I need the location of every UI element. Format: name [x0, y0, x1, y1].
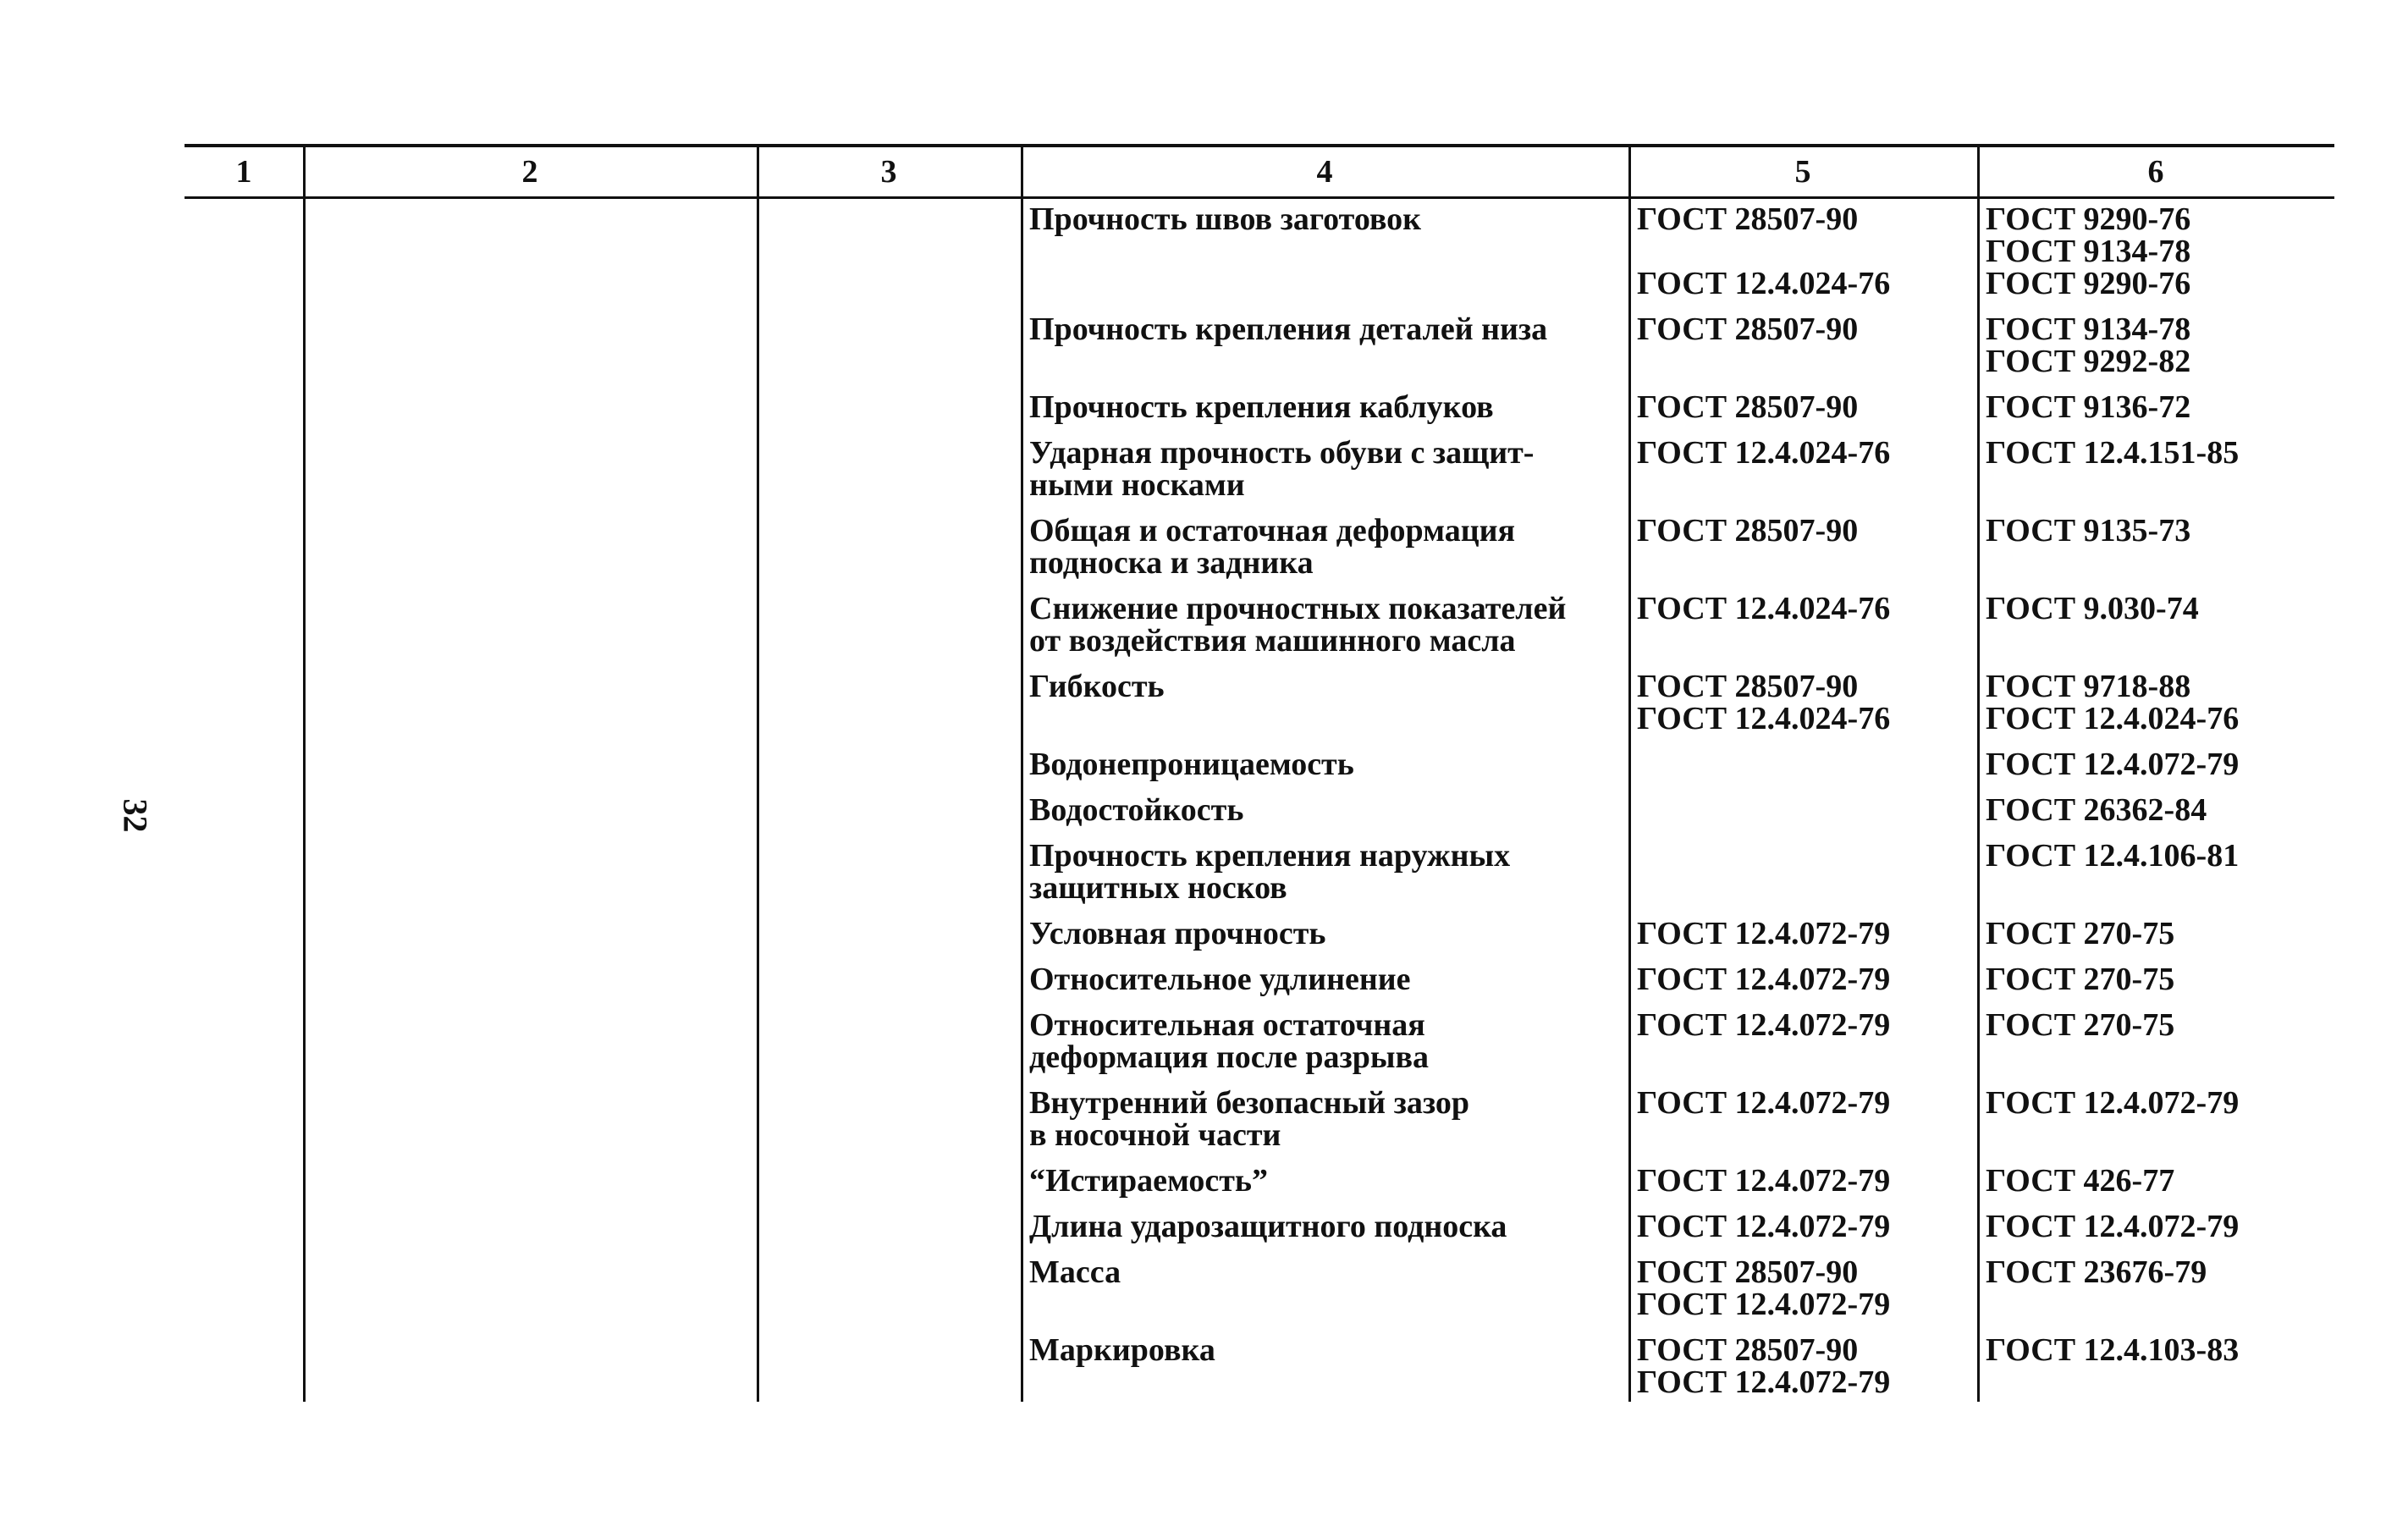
cell-col3 [757, 918, 1021, 950]
cell-indicator-line: в носочной части [1029, 1117, 1281, 1153]
cell-col2 [303, 1165, 757, 1197]
cell-method-6 [1977, 794, 2334, 826]
cell-method-6 [1977, 1334, 2334, 1398]
cell-indicator-line: Водонепроницаемость [1029, 747, 1354, 782]
cell-method-6-line: ГОСТ 12.4.072-79 [1986, 1209, 2240, 1244]
cell-col3 [757, 1334, 1021, 1398]
cell-method-6-line: ГОСТ 426-77 [1986, 1163, 2175, 1199]
cell-col3 [757, 313, 1021, 378]
cell-method-5 [1628, 391, 1977, 423]
cell-method-5-line: ГОСТ 28507-90 [1637, 1332, 1859, 1368]
cell-indicator-line: “Истираемость” [1029, 1163, 1268, 1199]
table-row [185, 963, 2334, 995]
column-header-4: 4 [1316, 154, 1333, 190]
cell-method-6 [1977, 437, 2334, 501]
table-row [185, 1009, 2334, 1073]
cell-indicator [1021, 515, 1628, 579]
cell-method-6 [1977, 1087, 2334, 1151]
cell-method-5-line: ГОСТ 12.4.072-79 [1637, 1007, 1891, 1043]
cell-col3 [757, 840, 1021, 904]
cell-col2 [303, 963, 757, 995]
cell-method-6 [1977, 391, 2334, 423]
page-number: 32 [116, 798, 155, 833]
cell-method-6 [1977, 963, 2334, 995]
cell-indicator-line: Маркировка [1029, 1332, 1215, 1368]
cell-indicator-line: Прочность крепления наружных [1029, 838, 1511, 874]
table-row [185, 1165, 2334, 1197]
cell-indicator [1021, 840, 1628, 904]
cell-method-5 [1628, 203, 1977, 300]
cell-col3 [757, 670, 1021, 735]
cell-col1 [185, 593, 303, 657]
cell-method-6 [1977, 1256, 2334, 1320]
cell-col1 [185, 1087, 303, 1151]
cell-method-5 [1628, 918, 1977, 950]
cell-col2 [303, 593, 757, 657]
cell-col2 [303, 203, 757, 300]
cell-method-6 [1977, 313, 2334, 378]
table-row [185, 203, 2334, 300]
cell-indicator-line: ными носками [1029, 467, 1245, 503]
cell-indicator [1021, 918, 1628, 950]
cell-method-6-line: ГОСТ 9290-76 [1986, 201, 2191, 237]
row-spacer [185, 1398, 2334, 1412]
cell-indicator [1021, 203, 1628, 300]
cell-method-5 [1628, 670, 1977, 735]
cell-col2 [303, 1009, 757, 1073]
cell-method-6 [1977, 748, 2334, 780]
cell-col2 [303, 1256, 757, 1320]
cell-col1 [185, 437, 303, 501]
cell-method-5 [1628, 963, 1977, 995]
cell-indicator [1021, 963, 1628, 995]
cell-method-5-line [1637, 235, 1972, 267]
cell-method-6 [1977, 593, 2334, 657]
cell-method-6 [1977, 918, 2334, 950]
cell-indicator-line: Общая и остаточная деформация [1029, 513, 1516, 549]
cell-indicator-line: Гибкость [1029, 669, 1165, 704]
cell-col3 [757, 515, 1021, 579]
cell-col1 [185, 748, 303, 780]
cell-col2 [303, 1087, 757, 1151]
cell-method-5 [1628, 748, 1977, 780]
cell-method-5 [1628, 794, 1977, 826]
cell-method-5 [1628, 1210, 1977, 1243]
cell-indicator [1021, 593, 1628, 657]
table-body [185, 203, 2334, 1412]
table-row [185, 437, 2334, 501]
cell-method-5-line: ГОСТ 12.4.072-79 [1637, 1287, 1891, 1322]
cell-indicator-line: Прочность швов заготовок [1029, 201, 1422, 237]
cell-col1 [185, 1334, 303, 1398]
table-row [185, 918, 2334, 950]
cell-method-5 [1628, 593, 1977, 657]
cell-method-6-line: ГОСТ 26362-84 [1986, 792, 2207, 828]
cell-method-6 [1977, 515, 2334, 579]
cell-method-6-line: ГОСТ 23676-79 [1986, 1254, 2207, 1290]
cell-method-6-line: ГОСТ 9136-72 [1986, 389, 2191, 425]
cell-col2 [303, 918, 757, 950]
cell-method-6-line: ГОСТ 12.4.103-83 [1986, 1332, 2240, 1368]
cell-indicator-line: Ударная прочность обуви с защит- [1029, 435, 1535, 471]
header-bottom-rule [185, 196, 2334, 199]
table-row [185, 794, 2334, 826]
cell-method-6-line: ГОСТ 12.4.072-79 [1986, 747, 2240, 782]
table-row [185, 840, 2334, 904]
cell-indicator [1021, 391, 1628, 423]
cell-indicator-line: Относительная остаточная [1029, 1007, 1425, 1043]
cell-col1 [185, 963, 303, 995]
cell-col3 [757, 1210, 1021, 1243]
cell-method-6-line: ГОСТ 12.4.024-76 [1986, 701, 2240, 736]
cell-col3 [757, 748, 1021, 780]
cell-col1 [185, 840, 303, 904]
column-header-5: 5 [1794, 154, 1811, 190]
cell-method-5 [1628, 1334, 1977, 1398]
cell-indicator [1021, 313, 1628, 378]
cell-method-5-line [1637, 840, 1972, 872]
cell-method-6-line: ГОСТ 12.4.072-79 [1986, 1085, 2240, 1121]
cell-method-5 [1628, 1256, 1977, 1320]
cell-method-6 [1977, 840, 2334, 904]
cell-col2 [303, 391, 757, 423]
cell-method-5-line: ГОСТ 28507-90 [1637, 669, 1859, 704]
cell-method-6-line: ГОСТ 9290-76 [1986, 266, 2191, 301]
cell-indicator [1021, 1009, 1628, 1073]
cell-method-6-line: ГОСТ 270-75 [1986, 1007, 2175, 1043]
cell-indicator [1021, 1087, 1628, 1151]
table-row [185, 1334, 2334, 1398]
cell-method-6-line: ГОСТ 9135-73 [1986, 513, 2191, 549]
cell-col3 [757, 391, 1021, 423]
table-row [185, 670, 2334, 735]
cell-indicator [1021, 1210, 1628, 1243]
cell-col1 [185, 1256, 303, 1320]
table-row [185, 1087, 2334, 1151]
cell-col2 [303, 670, 757, 735]
column-header-1: 1 [235, 154, 252, 190]
table-row [185, 391, 2334, 423]
cell-indicator-line: Масса [1029, 1254, 1121, 1290]
cell-col2 [303, 748, 757, 780]
cell-indicator-line: от воздействия машинного масла [1029, 623, 1516, 659]
cell-col2 [303, 794, 757, 826]
table-row [185, 1210, 2334, 1243]
cell-indicator [1021, 670, 1628, 735]
cell-method-5-line: ГОСТ 28507-90 [1637, 513, 1859, 549]
cell-indicator-line: деформация после разрыва [1029, 1039, 1430, 1075]
cell-indicator-line: Водостойкость [1029, 792, 1244, 828]
cell-method-5 [1628, 1165, 1977, 1197]
cell-col3 [757, 1256, 1021, 1320]
cell-col1 [185, 670, 303, 735]
cell-method-6 [1977, 670, 2334, 735]
cell-indicator [1021, 437, 1628, 501]
cell-indicator-line: Условная прочность [1029, 916, 1326, 951]
cell-col3 [757, 794, 1021, 826]
cell-method-6-line: ГОСТ 9292-82 [1986, 344, 2191, 379]
cell-col3 [757, 437, 1021, 501]
cell-col1 [185, 203, 303, 300]
cell-method-5-line: ГОСТ 12.4.072-79 [1637, 916, 1891, 951]
column-header-row [185, 147, 2334, 196]
cell-method-5 [1628, 313, 1977, 378]
cell-indicator-line: подноска и задника [1029, 545, 1314, 581]
cell-method-5 [1628, 840, 1977, 904]
cell-method-6 [1977, 1210, 2334, 1243]
cell-method-5-line: ГОСТ 12.4.072-79 [1637, 1209, 1891, 1244]
cell-method-5-line: ГОСТ 12.4.024-76 [1637, 591, 1891, 626]
cell-indicator-line: Длина ударозащитного подноска [1029, 1209, 1507, 1244]
cell-col2 [303, 313, 757, 378]
cell-method-6 [1977, 1009, 2334, 1073]
cell-col2 [303, 840, 757, 904]
table-row [185, 313, 2334, 378]
cell-col3 [757, 1087, 1021, 1151]
cell-method-6-line: ГОСТ 270-75 [1986, 962, 2175, 997]
cell-indicator [1021, 748, 1628, 780]
cell-col3 [757, 963, 1021, 995]
cell-method-6-line: ГОСТ 9134-78 [1986, 234, 2191, 269]
cell-method-6-line: ГОСТ 9134-78 [1986, 311, 2191, 347]
cell-indicator-line: Относительное удлинение [1029, 962, 1411, 997]
cell-indicator-line: Внутренний безопасный зазор [1029, 1085, 1470, 1121]
cell-col3 [757, 1165, 1021, 1197]
cell-col1 [185, 391, 303, 423]
cell-col3 [757, 593, 1021, 657]
table-row [185, 748, 2334, 780]
cell-indicator [1021, 1165, 1628, 1197]
cell-col2 [303, 1210, 757, 1243]
table-row [185, 593, 2334, 657]
table-row [185, 1256, 2334, 1320]
cell-col1 [185, 1165, 303, 1197]
cell-method-5-line [1637, 748, 1972, 780]
cell-method-6-line: ГОСТ 9718-88 [1986, 669, 2191, 704]
cell-method-6 [1977, 203, 2334, 300]
column-header-6: 6 [2147, 154, 2164, 190]
cell-col3 [757, 1009, 1021, 1073]
cell-method-5-line: ГОСТ 12.4.072-79 [1637, 962, 1891, 997]
cell-indicator [1021, 1256, 1628, 1320]
cell-col2 [303, 515, 757, 579]
cell-method-5-line: ГОСТ 28507-90 [1637, 201, 1859, 237]
cell-method-6-line: ГОСТ 12.4.106-81 [1986, 838, 2240, 874]
cell-method-5-line: ГОСТ 12.4.072-79 [1637, 1364, 1891, 1400]
cell-method-5-line: ГОСТ 12.4.024-76 [1637, 701, 1891, 736]
cell-col1 [185, 1009, 303, 1073]
column-header-3: 3 [880, 154, 897, 190]
cell-col1 [185, 794, 303, 826]
cell-col2 [303, 437, 757, 501]
cell-col1 [185, 313, 303, 378]
cell-method-5-line: ГОСТ 28507-90 [1637, 389, 1859, 425]
column-header-2: 2 [521, 154, 538, 190]
cell-col3 [757, 203, 1021, 300]
cell-method-5-line: ГОСТ 12.4.024-76 [1637, 266, 1891, 301]
cell-indicator [1021, 794, 1628, 826]
cell-col1 [185, 918, 303, 950]
cell-method-5-line: ГОСТ 28507-90 [1637, 1254, 1859, 1290]
cell-method-6-line: ГОСТ 12.4.151-85 [1986, 435, 2240, 471]
cell-method-6 [1977, 1165, 2334, 1197]
cell-method-5 [1628, 1009, 1977, 1073]
cell-col1 [185, 1210, 303, 1243]
cell-method-5 [1628, 515, 1977, 579]
cell-method-5-line: ГОСТ 12.4.072-79 [1637, 1163, 1891, 1199]
cell-indicator [1021, 1334, 1628, 1398]
cell-indicator-line [1029, 235, 1623, 267]
cell-method-5-line: ГОСТ 12.4.072-79 [1637, 1085, 1891, 1121]
cell-method-5 [1628, 437, 1977, 501]
cell-col2 [303, 1334, 757, 1398]
cell-indicator-line: Прочность крепления деталей низа [1029, 311, 1548, 347]
cell-method-5 [1628, 1087, 1977, 1151]
cell-col1 [185, 515, 303, 579]
cell-indicator-line: защитных носков [1029, 870, 1287, 906]
cell-method-5-line [1637, 794, 1972, 826]
cell-indicator-line: Прочность крепления каблуков [1029, 389, 1494, 425]
table-row [185, 515, 2334, 579]
cell-indicator-line: Снижение прочностных показателей [1029, 591, 1567, 626]
cell-method-5-line: ГОСТ 28507-90 [1637, 311, 1859, 347]
cell-method-5-line: ГОСТ 12.4.024-76 [1637, 435, 1891, 471]
cell-method-6-line: ГОСТ 9.030-74 [1986, 591, 2199, 626]
cell-method-6-line: ГОСТ 270-75 [1986, 916, 2175, 951]
